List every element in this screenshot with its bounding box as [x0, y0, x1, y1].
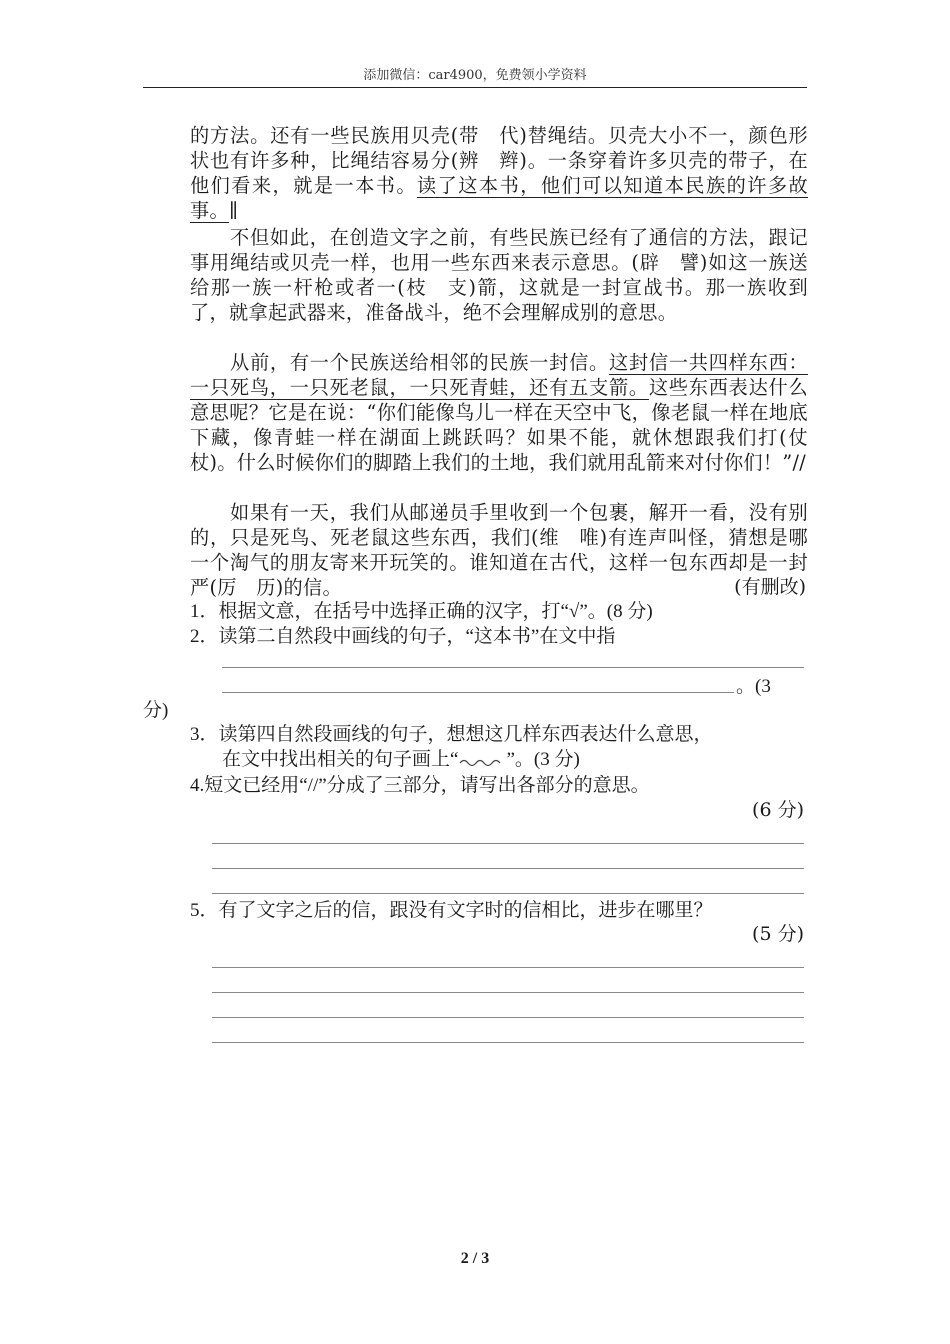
paragraph-2: 不但如此，在创造文字之前，有些民族已经有了通信的方法，跟记事用绳结或贝壳一样，也用一些东西来表示意思。(辟 譬)如这一族送给那一族一杆枪或者一(枝 支)箭，这就是一封宣战书。那一族收到了，就拿起武器来，准备战斗，绝不会理解成别的意思。: [190, 226, 808, 324]
question-4-score: (6 分): [752, 799, 804, 821]
question-3: 3．读第四自然段画线的句子，想想这几样东西表达什么意思，: [190, 724, 713, 745]
question-3-line-2: [222, 747, 580, 772]
answer-line[interactable]: [212, 1042, 804, 1043]
page-number: 2 / 3: [460, 1250, 490, 1267]
question-3-score: ”。(3 分): [506, 749, 580, 770]
answer-line[interactable]: [212, 992, 804, 993]
answer-line[interactable]: [212, 843, 804, 844]
paragraph-3-text: 从前，有一个民族送给相邻的民族一封信。: [230, 351, 609, 374]
answer-line[interactable]: [212, 967, 804, 968]
section-divider-1: ∥: [228, 199, 239, 222]
paragraph-1-text: 的方法。还有一些民族用贝壳(带 代)替绳结。贝壳大小不一，颜色形状也有许多种，比绳结容易分(辨 辫)。一条穿着许多贝壳的带子，在他们看来，就是一本书。: [190, 124, 808, 197]
paragraph-1: [190, 123, 808, 223]
source-note: (有删改): [734, 576, 806, 598]
question-2-score: 。(3: [736, 676, 771, 697]
question-2: 2．读第二自然段中画线的句子，“这本书”在文中指: [190, 626, 616, 647]
wavy-line-icon: [458, 756, 506, 766]
question-4: 4.短文已经用“//”分成了三部分，请写出各部分的意思。: [190, 775, 650, 796]
question-5: 5．有了文字之后的信，跟没有文字时的信相比，进步在哪里？: [190, 900, 713, 921]
page-header: 添加微信：car4900，免费领小学资料: [143, 64, 807, 88]
answer-line[interactable]: [212, 893, 804, 894]
question-1: 1．根据文意，在括号中选择正确的汉字，打“√”。(8 分): [190, 601, 653, 622]
answer-line[interactable]: [222, 667, 804, 668]
paragraph-3: [190, 350, 828, 475]
question-3-text: 在文中找出相关的句子画上“: [222, 749, 459, 770]
answer-line[interactable]: [222, 692, 734, 693]
question-5-score: (5 分): [752, 923, 804, 945]
paragraph-4: 如果有一天，我们从邮递员手里收到一个包裹，解开一看，没有别的，只是死鸟、死老鼠这些东西，我们(维 唯)有连声叫怪，猜想是哪一个淘气的朋友寄来开玩笑的。谁知道在古代，这样一包东西却是一封严(厉 历)的信。: [190, 501, 808, 599]
answer-line[interactable]: [212, 1017, 804, 1018]
answer-line[interactable]: [212, 868, 804, 869]
paragraph-3-rest: 这些东西表达什么意思呢？它是在说：“你们能像鸟儿一样在天空中飞，像老鼠一样在地底下藏，像青蛙一样在湖面上跳跃吗？如果不能，就休想跟我们打(仗 杖)。什么时候你们的脚踏上我们的土地，我们就用乱箭来对付你们！”//: [190, 376, 828, 474]
underlined-sentence-2: 这封信一共四样东西：一只死鸟，一只死老鼠，一只死青蛙，还有五支箭。: [190, 351, 809, 399]
question-2-score-cont: 分): [143, 700, 169, 721]
underlined-sentence-1: 读了这本书，他们可以知道本民族的许多故事。: [190, 174, 808, 222]
